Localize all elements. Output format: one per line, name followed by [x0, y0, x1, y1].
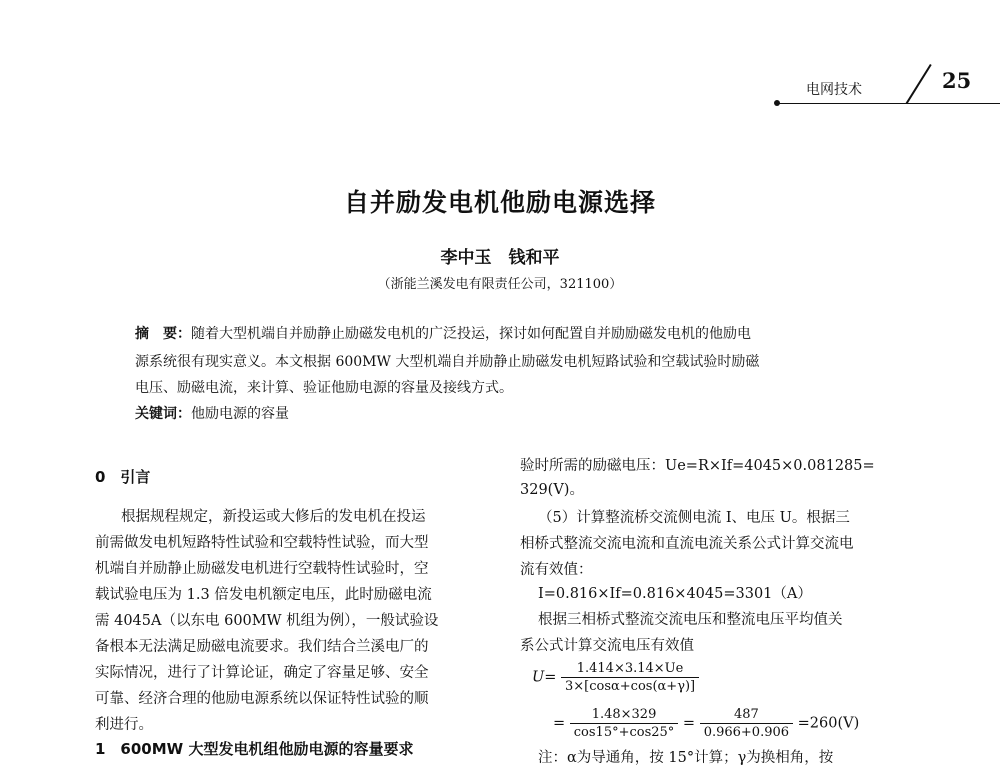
- eq3-denominator: 0.966+0.906: [703, 725, 790, 740]
- para5-line-1: （5）计算整流桥交流侧电流 I、电压 U。根据三: [538, 510, 850, 526]
- keywords-text: 他励电源的容量: [191, 406, 289, 422]
- intro-line-4: 载试验电压为 1.3 倍发电机额定电压，此时励磁电流: [95, 587, 432, 603]
- keywords-label: 关键词：: [135, 406, 191, 422]
- paper-authors: 李中玉 钱和平: [440, 248, 560, 268]
- eq2-denominator: cos15°+cos25°: [573, 725, 675, 740]
- eq3-equals: =: [682, 715, 696, 732]
- equation-current: I=0.816×If=0.816×4045=3301（A）: [538, 586, 812, 602]
- eq2-fraction: [570, 706, 679, 741]
- paper-affiliation: （浙能兰溪发电有限责任公司，321100）: [377, 277, 623, 292]
- para5-line-2: 相桥式整流交流电流和直流电流关系公式计算交流电: [520, 536, 854, 552]
- intro-line-2: 前需做发电机短路特性试验和空载特性试验，而大型: [95, 535, 429, 551]
- abstract-line-2: 源系统很有现实意义。本文根据 600MW 大型机端自并励静止励磁发电机短路试验和空载试验时励磁: [135, 354, 760, 370]
- abstract-line-1: [135, 323, 751, 343]
- header-rule: [776, 103, 1000, 104]
- eq1-fraction: [561, 660, 699, 695]
- eq2-numerator: 1.48×329: [570, 706, 679, 724]
- intro-line-8: 可靠、经济合理的他励电源系统以保证特性试验的顺: [95, 691, 429, 707]
- eq2-equals: =: [553, 715, 566, 732]
- equation-voltage-1: [532, 660, 699, 695]
- page-number: 25: [942, 68, 972, 93]
- header-rule-dot: [774, 100, 780, 106]
- abstract-line-3: 电压、励磁电流，来计算、验证他励电源的容量及接线方式。: [135, 380, 513, 396]
- section-1-heading: 1 600MW 大型发电机组他励电源的容量要求: [95, 740, 414, 758]
- abstract-label: 摘 要：: [135, 326, 191, 342]
- running-header-section: 电网技术: [806, 82, 862, 98]
- voltage-line-2: 329(V)。: [520, 482, 584, 498]
- note-line: 注：α为导通角，按 15°计算；γ为换相角，按: [538, 750, 834, 766]
- para6-line-2: 系公式计算交流电压有效值: [520, 638, 694, 654]
- abstract-text-1: 随着大型机端自并励静止励磁发电机的广泛投运，探讨如何配置自并励励磁发电机的他励电: [191, 326, 751, 342]
- paper-title: 自并励发电机他励电源选择: [343, 188, 656, 217]
- intro-line-1: 根据规程规定，新投运或大修后的发电机在投运: [121, 509, 426, 525]
- voltage-line-1: 验时所需的励磁电压：Ue=R×If=4045×0.081285=: [520, 458, 875, 474]
- intro-line-7: 实际情况，进行了计算论证，确定了容量足够、安全: [95, 665, 429, 681]
- eq1-denominator: 3×[cosα+cos(α+γ)]: [564, 679, 696, 694]
- intro-line-3: 机端自并励静止励磁发电机进行空载特性试验时，空: [95, 561, 429, 577]
- equation-voltage-2: [553, 706, 859, 741]
- eq3-fraction: [700, 706, 793, 741]
- intro-line-9: 利进行。: [95, 717, 153, 733]
- eq1-numerator: 1.414×3.14×Ue: [561, 660, 699, 678]
- eq3-numerator: 487: [700, 706, 793, 724]
- intro-line-5: 需 4045A（以东电 600MW 机组为例），一般试验设: [95, 613, 439, 629]
- para6-line-1: 根据三相桥式整流交流电压和整流电压平均值关: [538, 612, 843, 628]
- keywords-line: [135, 403, 289, 423]
- header-slash-decoration: [906, 64, 932, 104]
- eq-result: =260(V): [797, 715, 860, 732]
- section-0-heading: 0 引言: [95, 468, 151, 486]
- para5-line-3: 流有效值：: [520, 562, 593, 578]
- eq1-lhs: U=: [532, 669, 557, 686]
- intro-line-6: 备根本无法满足励磁电流要求。我们结合兰溪电厂的: [95, 639, 429, 655]
